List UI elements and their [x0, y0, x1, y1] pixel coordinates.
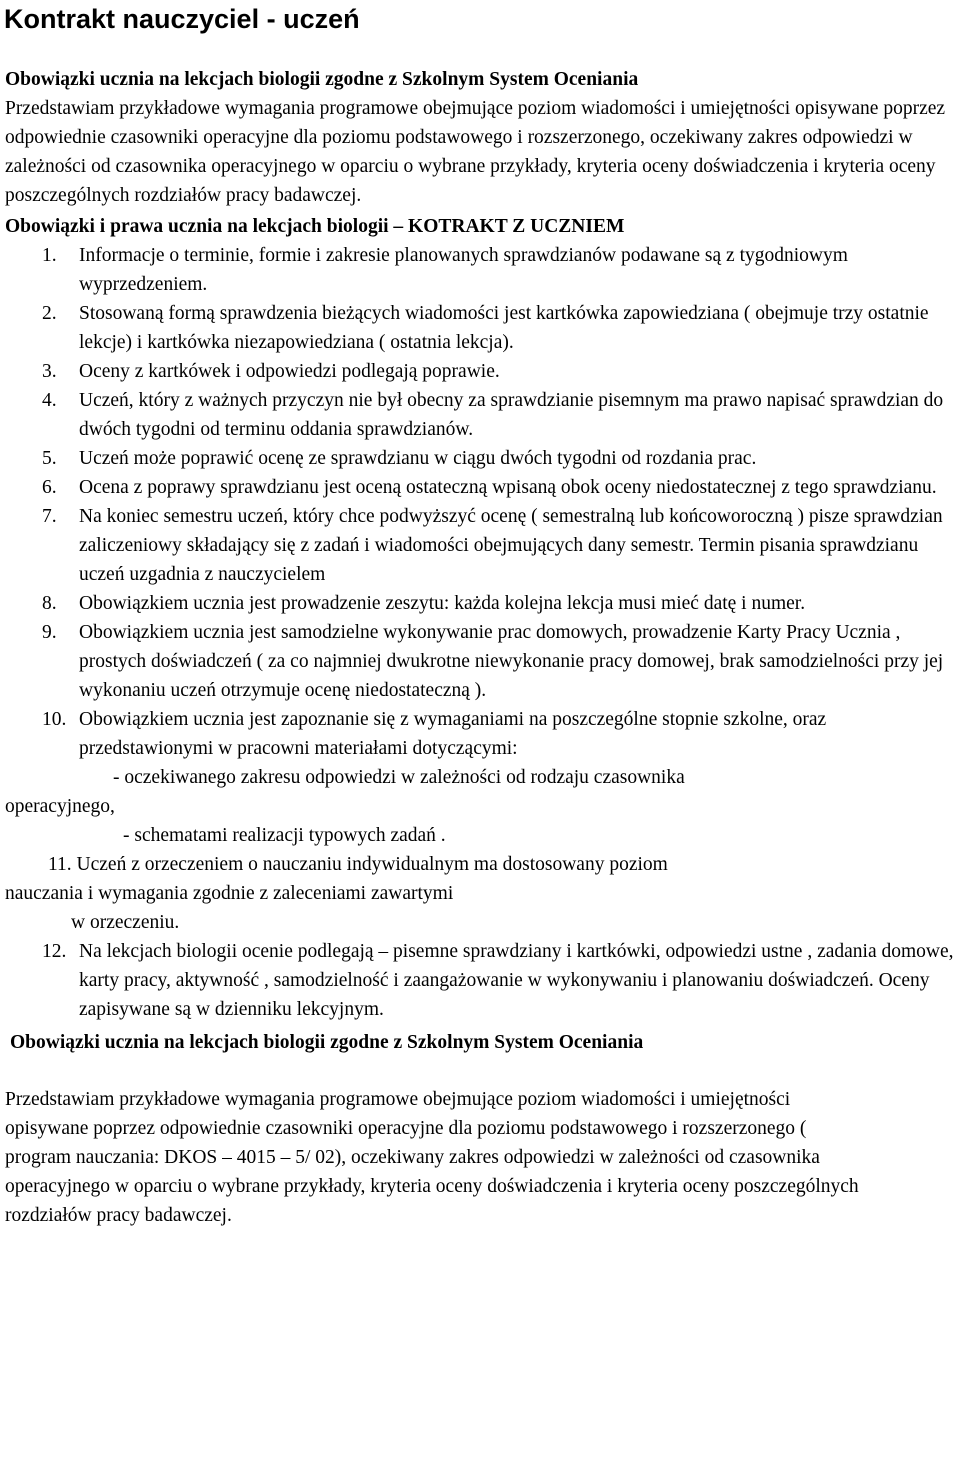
page-title: Kontrakt nauczyciel - uczeń — [4, 4, 360, 34]
sub-item-a-line2: operacyjnego, — [5, 796, 115, 817]
list-item-number: 5. — [42, 448, 57, 469]
section2-heading: Obowiązki i prawa ucznia na lekcjach biologii – KOTRAKT Z UCZNIEM — [5, 216, 625, 237]
section1-heading: Obowiązki ucznia na lekcjach biologii zgodne z Szkolnym System Oceniania — [5, 69, 639, 90]
list-item — [5, 502, 955, 589]
list-item-text: Stosowaną formą sprawdzenia bieżących wiadomości jest kartkówka zapowiedziana ( obejmuje trzy ostatnie lekcje) i kartkówka niezapowiedziana ( ostatnia lekcja). — [79, 303, 929, 353]
list-item-text: Na lekcjach biologii ocenie podlegają – pisemne sprawdziany i kartkówki, odpowiedzi ustne , zadania domowe, karty pracy, aktywność , samodzielność i zaangażowanie w wykonywaniu i planowaniu doświadczeń. Oceny zapisywane są w dzienniku lekcyjnym. — [79, 941, 954, 1020]
list-item — [5, 937, 955, 1024]
list-item-text: Oceny z kartkówek i odpowiedzi podlegają poprawie. — [79, 361, 500, 382]
list-item-number: 1. — [42, 245, 57, 266]
list-item-number: 4. — [42, 390, 57, 411]
sub-item-a-line1: - oczekiwanego zakresu odpowiedzi w zależności od rodzaju czasownika — [113, 767, 685, 788]
list-item — [5, 705, 955, 763]
item-11-line1: 11. Uczeń z orzeczeniem o nauczaniu indywidualnym ma dostosowany poziom — [48, 854, 668, 875]
list-item-text: Obowiązkiem ucznia jest samodzielne wykonywanie prac domowych, prowadzenie Karty Pracy Ucznia , prostych doświadczeń ( za co najmniej dwukrotne niewykonanie pracy domowej, brak samodzielności przy jej wykonaniu uczeń otrzymuje ocenę niedostateczną ). — [79, 622, 944, 701]
list-item-number: 7. — [42, 506, 57, 527]
item-11-line2: nauczania i wymagania zgodnie z zaleceniami zawartymi — [5, 883, 454, 904]
list-item — [5, 473, 955, 502]
list-item-text: Uczeń, który z ważnych przyczyn nie był obecny za sprawdzianie pisemnym ma prawo napisać sprawdzian do dwóch tygodni od terminu oddania sprawdzianów. — [79, 390, 944, 440]
list-item-text: Na koniec semestru uczeń, który chce podwyższyć ocenę ( semestralną lub końcoworoczną ) pisze sprawdzian zaliczeniowy składający się z zadań i wiadomości obejmujących dany semestr. Termin pisania sprawdzianu uczeń uzgadnia z nauczycielem — [79, 506, 943, 585]
list-item-text: Informacje o terminie, formie i zakresie planowanych sprawdzianów podawane są z tygodniowym wyprzedzeniem. — [79, 245, 848, 295]
list-item-number: 10. — [42, 709, 67, 730]
list-item-number: 2. — [42, 303, 57, 324]
list-item — [5, 241, 955, 299]
list-item-text: Obowiązkiem ucznia jest zapoznanie się z wymaganiami na poszczególne stopnie szkolne, oraz przedstawionymi w pracowni materiałami dotyczącymi: — [79, 709, 827, 759]
list-item — [5, 589, 955, 618]
sub-item-b: - schematami realizacji typowych zadań . — [123, 825, 446, 846]
list-item — [5, 386, 955, 444]
item-11-line3: w orzeczeniu. — [71, 912, 180, 933]
list-item — [5, 357, 955, 386]
list-item-text: Obowiązkiem ucznia jest prowadzenie zeszytu: każda kolejna lekcja musi mieć datę i numer. — [79, 593, 806, 614]
section3-heading: Obowiązki ucznia na lekcjach biologii zgodne z Szkolnym System Oceniania — [10, 1032, 644, 1053]
list-item — [5, 618, 955, 705]
list-item-number: 9. — [42, 622, 57, 643]
list-item-number: 8. — [42, 593, 57, 614]
list-item-number: 6. — [42, 477, 57, 498]
contract-list — [5, 241, 955, 763]
list-item — [5, 444, 955, 473]
list-item-text: Uczeń może poprawić ocenę ze sprawdzianu w ciągu dwóch tygodni od rozdania prac. — [79, 448, 757, 469]
list-item-number: 3. — [42, 361, 57, 382]
list-item-text: Ocena z poprawy sprawdzianu jest oceną ostateczną wpisaną obok oceny niedostatecznej z tego sprawdzianu. — [79, 477, 937, 498]
section1-intro: Przedstawiam przykładowe wymagania programowe obejmujące poziom wiadomości i umiejętności opisywane poprzez odpowiednie czasowniki operacyjne dla poziomu podstawowego i rozszerzonego, oczekiwany zakres odpowiedzi w zależności od czasownika operacyjnego w oparciu o wybrane przykłady, kryteria oceny doświadczenia i kryteria oceny poszczególnych rozdziałów pracy badawczej. — [5, 98, 946, 206]
document-body — [5, 65, 955, 1230]
list-item — [5, 299, 955, 357]
section3-intro: Przedstawiam przykładowe wymagania programowe obejmujące poziom wiadomości i umiejętności opisywane poprzez odpowiednie czasowniki operacyjne dla poziomu podstawowego i rozszerzonego ( program nauczania: DKOS – 4015 – 5/ 02), oczekiwany zakres odpowiedzi w zależności od czasownika operacyjnego w oparciu o wybrane przykłady, kryteria oceny doświadczenia i kryteria oceny poszczególnych rozdziałów pracy badawczej. — [5, 1089, 859, 1226]
list-item-number: 12. — [42, 941, 67, 962]
